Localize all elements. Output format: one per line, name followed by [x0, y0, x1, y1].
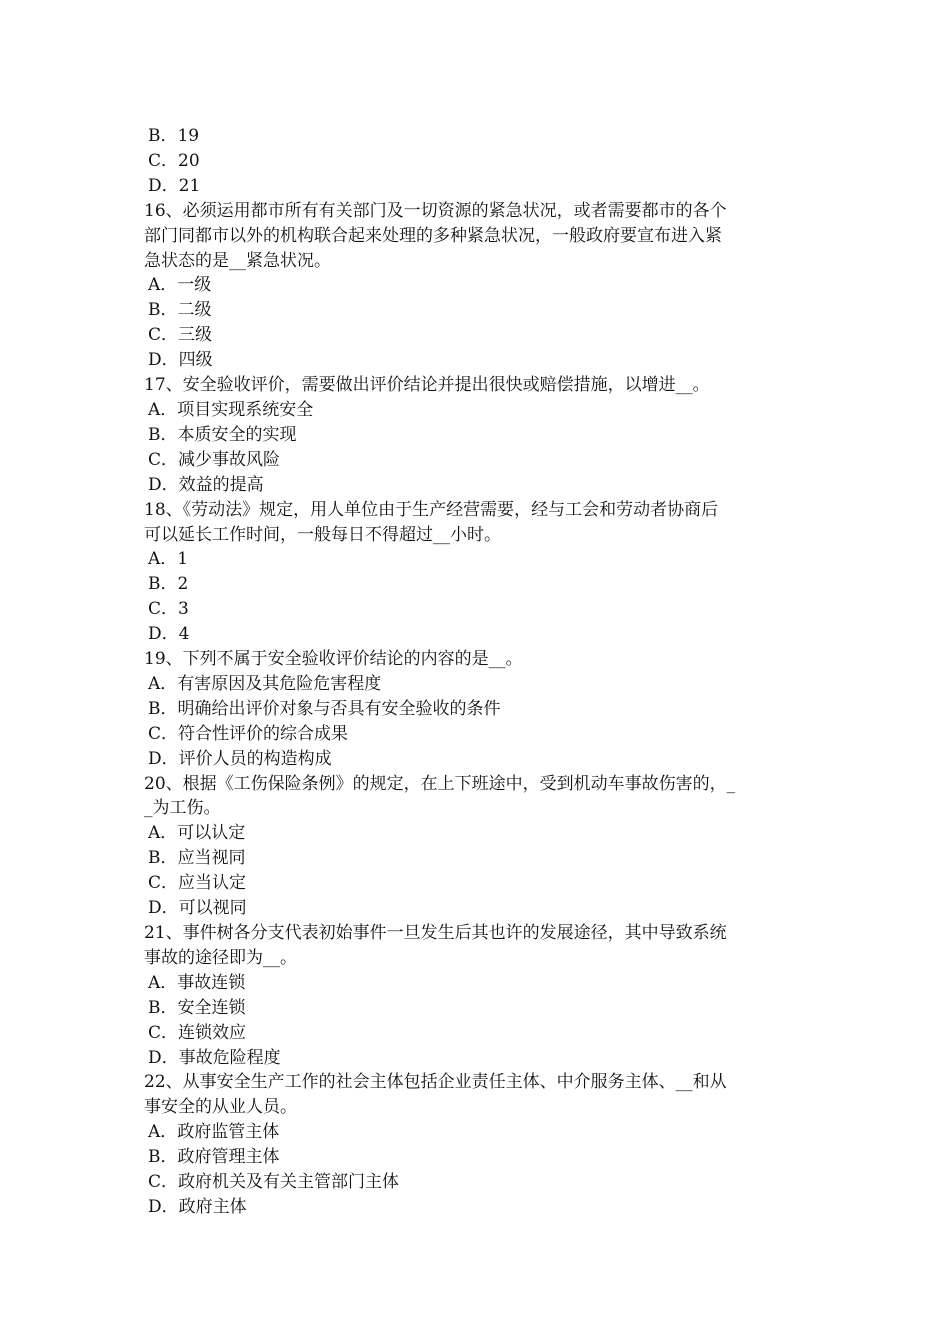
answer-option-line: B．应当视同	[148, 848, 246, 869]
answer-option-line: B．本质安全的实现	[148, 424, 297, 445]
answer-option-line: A．一级	[148, 275, 212, 296]
answer-option-line: A．项目实现系统安全	[148, 399, 314, 420]
answer-option-line: D．4	[148, 624, 190, 645]
question-text-line: 18、《劳动法》规定，用人单位由于生产经营需要，经与工会和劳动者协商后	[144, 499, 719, 520]
question-text-line: 19、下列不属于安全验收评价结论的内容的是__。	[144, 649, 523, 670]
answer-option-line: B．政府管理主体	[148, 1147, 280, 1168]
answer-option-line: C．减少事故风险	[148, 449, 281, 470]
answer-option-line: A．有害原因及其危险危害程度	[148, 673, 382, 694]
answer-option-line: D．21	[148, 175, 201, 196]
answer-option-line: D．政府主体	[148, 1196, 247, 1217]
answer-option-line: D．四级	[148, 350, 213, 371]
answer-option-line: C．三级	[148, 325, 213, 346]
answer-option-line: C．符合性评价的综合成果	[148, 723, 349, 744]
answer-option-line: B．明确给出评价对象与否具有安全验收的条件	[148, 698, 501, 719]
question-text-line: 21、事件树各分支代表初始事件一旦发生后其也许的发展途径，其中导致系统	[144, 923, 727, 943]
question-text-line: 22、从事安全生产工作的社会主体包括企业责任主体、中介服务主体、__和从	[144, 1072, 727, 1093]
answer-option-line: B．19	[148, 126, 200, 146]
answer-option-line: D．事故危险程度	[148, 1047, 281, 1068]
answer-option-line: B．二级	[148, 300, 212, 321]
question-text-line: 部门同都市以外的机构联合起来处理的多种紧急状况，一般政府要宣布进入紧	[144, 225, 722, 246]
question-text-line: 17、安全验收评价，需要做出评价结论并提出很快或赔偿措施，以增进__。	[144, 375, 710, 396]
answer-option-line: B．安全连锁	[148, 997, 246, 1018]
answer-option-line: D．可以视同	[148, 898, 247, 919]
answer-option-line: D．效益的提高	[148, 474, 264, 495]
question-text-line: _为工伤。	[144, 798, 221, 819]
question-text-line: 事安全的从业人员。	[144, 1097, 297, 1118]
answer-option-line: A．事故连锁	[148, 972, 246, 993]
answer-option-line: A．政府监管主体	[148, 1122, 280, 1143]
question-text-line: 急状态的是__紧急状况。	[144, 250, 331, 271]
answer-option-line: C．3	[148, 599, 189, 620]
answer-option-line: C．连锁效应	[148, 1022, 247, 1043]
answer-option-line: A．可以认定	[148, 823, 246, 844]
question-text-line: 16、必须运用都市所有有关部门及一切资源的紧急状况，或者需要都市的各个	[144, 200, 727, 221]
answer-option-line: D．评价人员的构造构成	[148, 748, 332, 769]
answer-option-line: A．1	[148, 549, 189, 570]
answer-option-line: C．政府机关及有关主管部门主体	[148, 1172, 400, 1193]
document-page	[144, 124, 812, 1220]
answer-option-line: B．2	[148, 574, 189, 595]
question-text-line: 20、根据《工伤保险条例》的规定，在上下班途中，受到机动车事故伤害的，_	[144, 773, 736, 794]
question-text-line: 事故的途径即为__。	[144, 947, 297, 968]
question-text-line: 可以延长工作时间，一般每日不得超过__小时。	[144, 524, 501, 545]
answer-option-line: C．20	[148, 150, 200, 171]
answer-option-line: C．应当认定	[148, 873, 247, 894]
